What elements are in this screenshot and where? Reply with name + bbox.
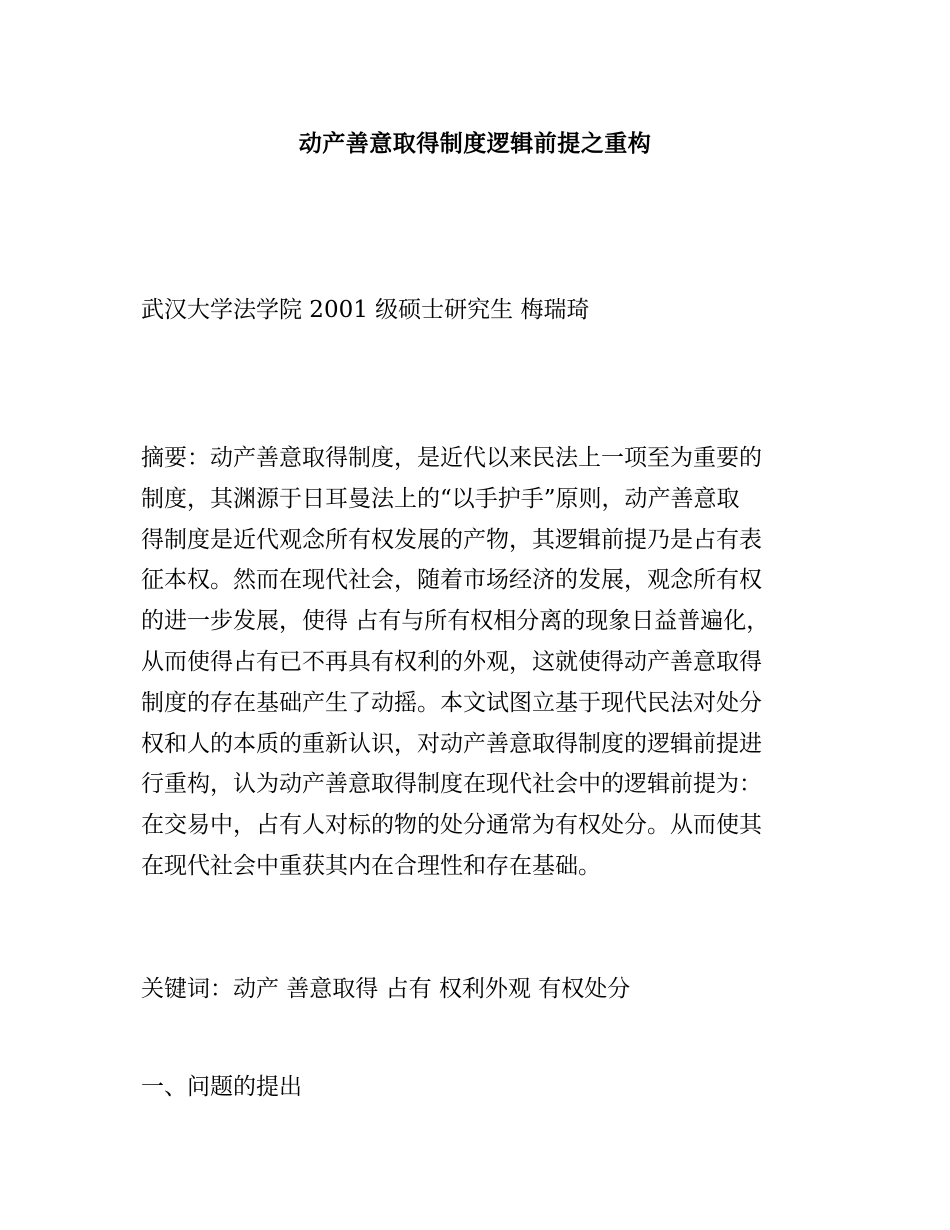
section-heading: 一、问题的提出	[141, 1074, 302, 1100]
abstract-line: 在交易中，占有人对标的物的处分通常为有权处分。从而使其	[141, 812, 762, 839]
abstract-line: 从而使得占有已不再具有权利的外观，这就使得动产善意取得	[141, 648, 762, 675]
abstract-line: 权和人的本质的重新认识，对动产善意取得制度的逻辑前提进	[141, 730, 762, 757]
keywords-line: 关键词：动产 善意取得 占有 权利外观 有权处分	[141, 976, 631, 1002]
abstract-line: 征本权。然而在现代社会，随着市场经济的发展，观念所有权	[141, 567, 762, 594]
abstract-line: 摘要：动产善意取得制度，是近代以来民法上一项至为重要的	[141, 445, 762, 471]
author-line: 武汉大学法学院 2001 级硕士研究生 梅瑞琦	[141, 297, 590, 323]
abstract-line: 制度的存在基础产生了动摇。本文试图立基于现代民法对处分	[141, 689, 762, 716]
abstract	[141, 438, 841, 887]
abstract-line: 的进一步发展，使得 占有与所有权相分离的现象日益普遍化，	[141, 608, 770, 635]
abstract-line: 制度，其渊源于日耳曼法上的“以手护手”原则，动产善意取	[141, 485, 740, 512]
abstract-line: 在现代社会中重获其内在合理性和存在基础。	[141, 852, 601, 879]
document-title: 动产善意取得制度逻辑前提之重构	[298, 130, 652, 157]
abstract-line: 得制度是近代观念所有权发展的产物，其逻辑前提乃是占有表	[141, 526, 762, 553]
abstract-line: 行重构，认为动产善意取得制度在现代社会中的逻辑前提为：	[141, 771, 762, 798]
